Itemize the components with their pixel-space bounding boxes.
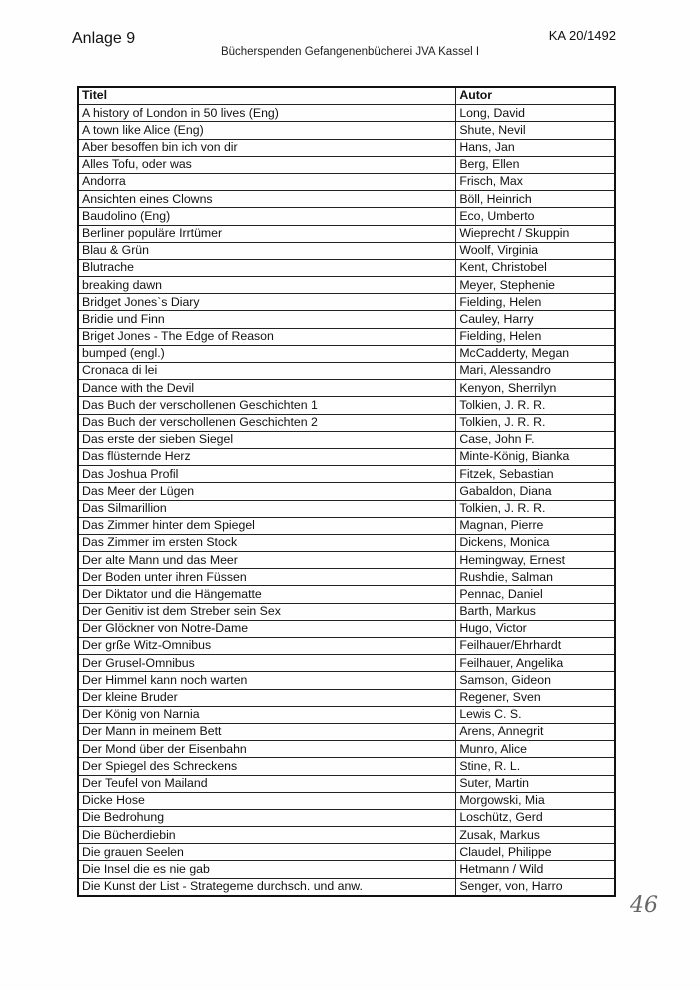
table-row [78,156,615,173]
book-title-cell: Andorra [78,173,456,190]
book-author-cell: Loschütz, Gerd [456,809,615,826]
book-author-cell: Gabaldon, Diana [456,483,615,500]
book-author-cell: Tolkien, J. R. R. [456,397,615,414]
book-title-cell: Das Buch der verschollenen Geschichten 1 [78,397,456,414]
book-author-cell: Lewis C. S. [456,706,615,723]
table-row [78,620,615,637]
table-row [78,638,615,655]
book-title-cell: Das Zimmer im ersten Stock [78,534,456,551]
book-title-cell: Die Bedrohung [78,809,456,826]
book-title-cell: Der Mann in meinem Bett [78,723,456,740]
book-title-cell: Der Teufel von Mailand [78,775,456,792]
book-title-cell: Der Glöckner von Notre-Dame [78,620,456,637]
table-row [78,191,615,208]
table-row [78,294,615,311]
book-title-cell: Die grauen Seelen [78,844,456,861]
handwritten-page-number: 46 [630,893,658,918]
book-donation-table [77,86,616,897]
book-title-cell: Alles Tofu, oder was [78,156,456,173]
book-author-cell: Berg, Ellen [456,156,615,173]
book-author-cell: Suter, Martin [456,775,615,792]
book-title-cell: A history of London in 50 lives (Eng) [78,105,456,122]
book-title-cell: Das Zimmer hinter dem Spiegel [78,517,456,534]
book-author-cell: Senger, von, Harro [456,878,615,896]
book-title-cell: Die Bücherdiebin [78,827,456,844]
book-title-cell: Berliner populäre Irrtümer [78,225,456,242]
book-author-cell: Feilhauer, Angelika [456,655,615,672]
table-row [78,208,615,225]
table-row [78,552,615,569]
book-title-cell: Der kleine Bruder [78,689,456,706]
table-row [78,534,615,551]
table-row [78,431,615,448]
table-row [78,723,615,740]
column-header-title: Titel [78,87,456,105]
book-author-cell: Böll, Heinrich [456,191,615,208]
table-row [78,603,615,620]
book-title-cell: Cronaca di lei [78,363,456,380]
table-row [78,328,615,345]
book-title-cell: Dance with the Devil [78,380,456,397]
book-title-cell: Blau & Grün [78,242,456,259]
book-author-cell: Mari, Alessandro [456,363,615,380]
table-row [78,259,615,276]
book-author-cell: Arens, Annegrit [456,723,615,740]
book-author-cell: Claudel, Philippe [456,844,615,861]
table-row [78,878,615,896]
book-title-cell: Dicke Hose [78,792,456,809]
book-title-cell: Aber besoffen bin ich von dir [78,139,456,156]
book-title-cell: Der Himmel kann noch warten [78,672,456,689]
book-title-cell: Das Meer der Lügen [78,483,456,500]
book-author-cell: Long, David [456,105,615,122]
book-title-cell: Briget Jones - The Edge of Reason [78,328,456,345]
column-header-author: Autor [456,87,615,105]
table-row [78,792,615,809]
table-row [78,861,615,878]
book-author-cell: Regener, Sven [456,689,615,706]
book-author-cell: Kent, Christobel [456,259,615,276]
book-title-cell: Das Buch der verschollenen Geschichten 2 [78,414,456,431]
table-row [78,466,615,483]
book-author-cell: Hans, Jan [456,139,615,156]
table-row [78,844,615,861]
book-author-cell: Zusak, Markus [456,827,615,844]
book-title-cell: Der Grusel-Omnibus [78,655,456,672]
book-author-cell: Cauley, Harry [456,311,615,328]
table-row [78,517,615,534]
book-author-cell: Rushdie, Salman [456,569,615,586]
book-author-cell: McCadderty, Megan [456,345,615,362]
table-row [78,775,615,792]
book-title-cell: Das Joshua Profil [78,466,456,483]
book-title-cell: Der Spiegel des Schreckens [78,758,456,775]
reference-number: KA 20/1492 [548,28,616,43]
book-title-cell: Das Silmarillion [78,500,456,517]
table-row [78,122,615,139]
book-author-cell: Samson, Gideon [456,672,615,689]
table-row [78,397,615,414]
book-title-cell: breaking dawn [78,277,456,294]
table-row [78,655,615,672]
book-title-cell: Blutrache [78,259,456,276]
book-title-cell: Ansichten eines Clowns [78,191,456,208]
book-title-cell: Der grße Witz-Omnibus [78,638,456,655]
book-author-cell: Wieprecht / Skuppin [456,225,615,242]
book-title-cell: Das erste der sieben Siegel [78,431,456,448]
table-header-row [78,87,615,105]
book-title-cell: Der Boden unter ihren Füssen [78,569,456,586]
book-title-cell: Der Genitiv ist dem Streber sein Sex [78,603,456,620]
table-row [78,173,615,190]
table-row [78,311,615,328]
book-title-cell: Bridie und Finn [78,311,456,328]
book-title-cell: A town like Alice (Eng) [78,122,456,139]
book-author-cell: Minte-König, Bianka [456,448,615,465]
table-row [78,483,615,500]
book-author-cell: Hugo, Victor [456,620,615,637]
book-author-cell: Hetmann / Wild [456,861,615,878]
book-author-cell: Morgowski, Mia [456,792,615,809]
book-author-cell: Tolkien, J. R. R. [456,500,615,517]
table-row [78,242,615,259]
book-author-cell: Stine, R. L. [456,758,615,775]
document-subtitle: Bücherspenden Gefangenenbücherei JVA Kassel I [220,46,480,58]
table-row [78,672,615,689]
book-author-cell: Magnan, Pierre [456,517,615,534]
book-title-cell: Der Diktator und die Hängematte [78,586,456,603]
table-row [78,448,615,465]
table-row [78,277,615,294]
table-row [78,345,615,362]
book-author-cell: Shute, Nevil [456,122,615,139]
table-row [78,225,615,242]
table-row [78,586,615,603]
book-author-cell: Fielding, Helen [456,294,615,311]
table-row [78,809,615,826]
table-body [78,105,615,896]
book-author-cell: Meyer, Stephenie [456,277,615,294]
book-title-cell: Der König von Narnia [78,706,456,723]
book-title-cell: Das flüsternde Herz [78,448,456,465]
book-title-cell: Baudolino (Eng) [78,208,456,225]
book-author-cell: Woolf, Virginia [456,242,615,259]
book-author-cell: Munro, Alice [456,741,615,758]
book-author-cell: Fitzek, Sebastian [456,466,615,483]
book-author-cell: Tolkien, J. R. R. [456,414,615,431]
book-author-cell: Fielding, Helen [456,328,615,345]
table-row [78,380,615,397]
book-author-cell: Hemingway, Ernest [456,552,615,569]
table-row [78,500,615,517]
book-author-cell: Kenyon, Sherrilyn [456,380,615,397]
table-row [78,741,615,758]
book-title-cell: Die Insel die es nie gab [78,861,456,878]
table-row [78,827,615,844]
book-title-cell: Bridget Jones`s Diary [78,294,456,311]
table-row [78,758,615,775]
book-title-cell: bumped (engl.) [78,345,456,362]
table-row [78,363,615,380]
book-author-cell: Case, John F. [456,431,615,448]
table-row [78,569,615,586]
book-author-cell: Pennac, Daniel [456,586,615,603]
book-author-cell: Eco, Umberto [456,208,615,225]
table-row [78,139,615,156]
book-author-cell: Barth, Markus [456,603,615,620]
annex-label: Anlage 9 [72,30,136,47]
book-author-cell: Feilhauer/Ehrhardt [456,638,615,655]
book-title-cell: Die Kunst der List - Strategeme durchsch. und anw. [78,878,456,896]
book-author-cell: Frisch, Max [456,173,615,190]
book-author-cell: Dickens, Monica [456,534,615,551]
book-title-cell: Der alte Mann und das Meer [78,552,456,569]
table-row [78,105,615,122]
table-row [78,414,615,431]
table-row [78,689,615,706]
book-title-cell: Der Mond über der Eisenbahn [78,741,456,758]
table-row [78,706,615,723]
